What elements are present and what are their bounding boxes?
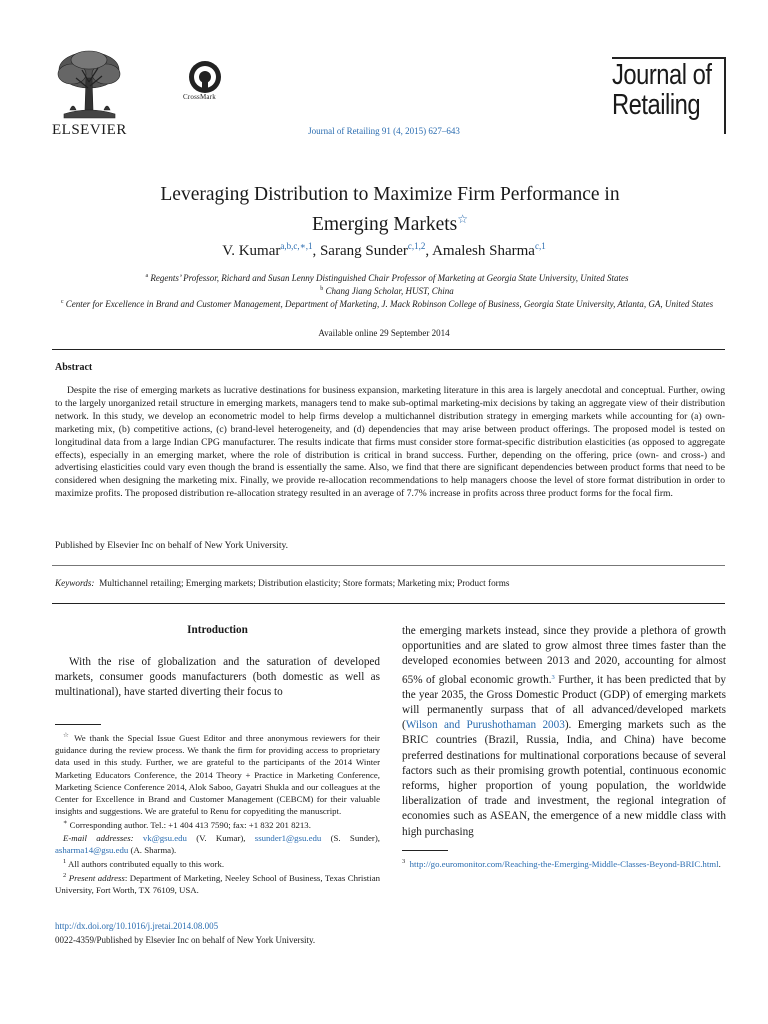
footnotes-left <box>55 730 380 897</box>
email-label: E-mail addresses: <box>63 832 134 843</box>
email-owner: (V. Kumar), <box>186 832 255 843</box>
abstract-heading: Abstract <box>55 362 93 373</box>
elsevier-tree-icon <box>52 48 127 122</box>
affiliation-text: Regents’ Professor, Richard and Susan Lenny Distinguished Chair Professor of Marketing at Georgia State University, United States <box>150 273 629 283</box>
published-by: Published by Elsevier Inc on behalf of New York University. <box>55 540 289 551</box>
journal-logo <box>612 60 722 120</box>
intro-paragraph: With the rise of globalization and the saturation of developed markets, consumer goods manufacturers (both domestic as well as multinational), have started diverting their focus to <box>55 656 380 699</box>
email-link[interactable]: asharma14@gsu.edu <box>55 844 129 855</box>
citation-link[interactable]: Wilson and Purushothaman 2003 <box>405 719 565 732</box>
author-list <box>0 241 768 260</box>
journal-logo-line2: Retailing <box>612 89 701 121</box>
body-text: the emerging markets instead, since they provide a plethora of growth opportunities and are slated to grow almost three times faster than the developed economies between 2013 and 2020, accounting for almost 65% of global economic growth. <box>402 625 726 686</box>
author-separator: , <box>425 243 433 259</box>
author-name[interactable]: Sarang Sunder <box>319 243 408 259</box>
divider <box>52 349 725 350</box>
footnote-1 <box>55 856 380 870</box>
issn-line: 0022-4359/Published by Elsevier Inc on behalf of New York University. <box>55 935 316 945</box>
footnote-ref-3[interactable]: 3 <box>551 673 555 681</box>
crossmark-label: CrossMark <box>183 93 216 101</box>
footnote-3 <box>402 856 726 870</box>
footnote-text: Corresponding author. Tel.: +1 404 413 7590; fax: +1 832 201 8213. <box>69 820 311 831</box>
body-text: Further, it has been predicted that by the year 2035, the Gross Domestic Product (GDP) of emerging markets will permanently surpass that of all advanced/developed markets ( <box>402 673 726 732</box>
available-online: Available online 29 September 2014 <box>318 328 450 338</box>
footnote-mark: 2 <box>63 872 67 880</box>
footnote-text: All authors contributed equally to this work. <box>67 859 225 870</box>
author-separator: , <box>312 243 320 259</box>
abstract-text: Despite the rise of emerging markets as lucrative destinations for business expansion, marketing literature in this area is largely anecdotal and conceptual. Further, owing to the largely unorganized retail structure in emerging markets, managers tend to make sub-optimal marketing-mix decisions by taking an aggregate view of their distribution network. In this study, we develop an econometric model to help firms develop a multichannel distribution strategy in emerging markets while accounting for (a) own-marketing mix, (b) competitive actions, (c) brand-level heterogeneity, and (d) dependencies that may arise between product offerings. The proposed model is tested on longitudinal data from a large Indian CPG manufacturer. The results indicate that firms must consider store format-specific distribution elasticities (as opposed to aggregate effects), especially in an emerging market, where the role of distribution is critical in brand success. Further, depending on the offering, price (own- and cross-) and advertising elasticities could vary even though the brand is essentially the same. Also, we find that there are significant dependencies between product forms that need to be considered when designing the marketing mix. Finally, we provide re-allocation recommendations to help managers choose the level of store format distribution in order to maximize profits. The proposed distribution re-allocation strategy resulted in an average of 7.7% increase in profits across three product forms for the focal firm. <box>55 385 725 500</box>
journal-reference[interactable]: Journal of Retailing 91 (4, 2015) 627–643 <box>308 126 460 136</box>
title-line-2: Emerging Markets <box>311 214 458 235</box>
article-title <box>90 182 690 237</box>
elsevier-tree-logo <box>52 48 127 127</box>
footnote-mark: 3 <box>402 858 406 865</box>
email-link[interactable]: ssunder1@gsu.edu <box>254 832 322 843</box>
footnote-2 <box>55 870 380 896</box>
footnote-text: We thank the Special Issue Guest Editor and three anonymous reviewers for their guidance during the review process. We thank the firm for providing access to proprietary data used in this study. Further, we are grateful to the participants of the 2014 Winter Marketing Educators Conference, the 2014 Theory + Practice in Marketing Conference, Marketing Science Conference 2014, Alok Saboo, Gayatri Shukla and our colleagues at the Center for Excellence in Brand and Customer Management (CEBCM) for their valuable insights and suggestions. We are grateful to Renu for copyediting the manuscript. <box>55 733 380 817</box>
affiliation-text: Chang Jiang Scholar, HUST, China <box>325 286 454 296</box>
email-link[interactable]: vk@gsu.edu <box>142 832 187 843</box>
title-footnote-mark[interactable]: ☆ <box>457 212 469 226</box>
journal-logo-line1: Journal of <box>612 59 712 91</box>
affiliation-mark: c <box>60 299 64 305</box>
right-column-text <box>402 624 726 840</box>
footnote-mark: 1 <box>63 858 67 866</box>
author-affil-marks[interactable]: a,b,c,∗,1 <box>280 241 313 251</box>
affiliation <box>52 296 722 311</box>
title-line-1: Leveraging Distribution to Maximize Firm Performance in <box>160 184 620 205</box>
footnote-rule <box>55 724 101 725</box>
affiliation-text: Center for Excellence in Brand and Customer Management, Department of Marketing, J. Mack Robinson College of Business, Georgia State University, Atlanta, GA, United States <box>65 299 714 309</box>
author-name[interactable]: Amalesh Sharma <box>432 243 535 259</box>
footnote-text: : Department of Marketing, Neeley School of Business, Texas Christian University, Fort Worth, TX 76109, USA. <box>55 873 380 896</box>
crossmark-icon <box>188 60 222 94</box>
footnote-mark: ∗ <box>63 819 68 827</box>
footnote-mark: ☆ <box>63 732 71 739</box>
footnote-star <box>55 730 380 817</box>
email-owner: (S. Sunder), <box>321 832 380 843</box>
author-name[interactable]: V. Kumar <box>222 243 281 259</box>
footnote-emails <box>55 832 380 856</box>
publisher-name: ELSEVIER <box>52 122 127 138</box>
email-owner: (A. Sharma). <box>128 844 177 855</box>
divider <box>52 603 725 604</box>
author-affil-marks[interactable]: c,1,2 <box>407 241 426 251</box>
doi-link[interactable]: http://dx.doi.org/10.1016/j.jretai.2014.08.005 <box>55 921 219 931</box>
footnote-text: . <box>718 859 721 869</box>
author-affil-marks[interactable]: c,1 <box>534 241 546 251</box>
keywords <box>55 578 509 588</box>
journal-logo-side-rule <box>724 57 726 134</box>
section-heading-introduction: Introduction <box>187 624 248 636</box>
footnote-url-link[interactable]: http://go.euromonitor.com/Reaching-the-Emerging-Middle-Classes-Beyond-BRIC.html <box>409 859 719 869</box>
affiliation-mark: a <box>145 273 149 279</box>
divider <box>52 565 725 566</box>
footnote-label: Present address <box>68 873 125 884</box>
keywords-text: Multichannel retailing; Emerging markets; Distribution elasticity; Store formats; Marketing mix; Product forms <box>99 578 510 588</box>
affiliation-mark: b <box>320 286 324 292</box>
footnote-rule <box>402 850 448 851</box>
body-text: ). Emerging markets such as the BRIC countries (Brazil, Russia, India, and China) have become preferred destinations for multinational corporations because of several factors such as their promising growth potential, continuous economic reforms, higher proportion of young population, the worldwide liberalization of trade and investment, the regional integration of economies such as ASEAN, the emergence of a new middle class with high purchasing <box>402 719 726 838</box>
footnote-corresponding <box>55 817 380 831</box>
keywords-label: Keywords: <box>55 578 95 588</box>
